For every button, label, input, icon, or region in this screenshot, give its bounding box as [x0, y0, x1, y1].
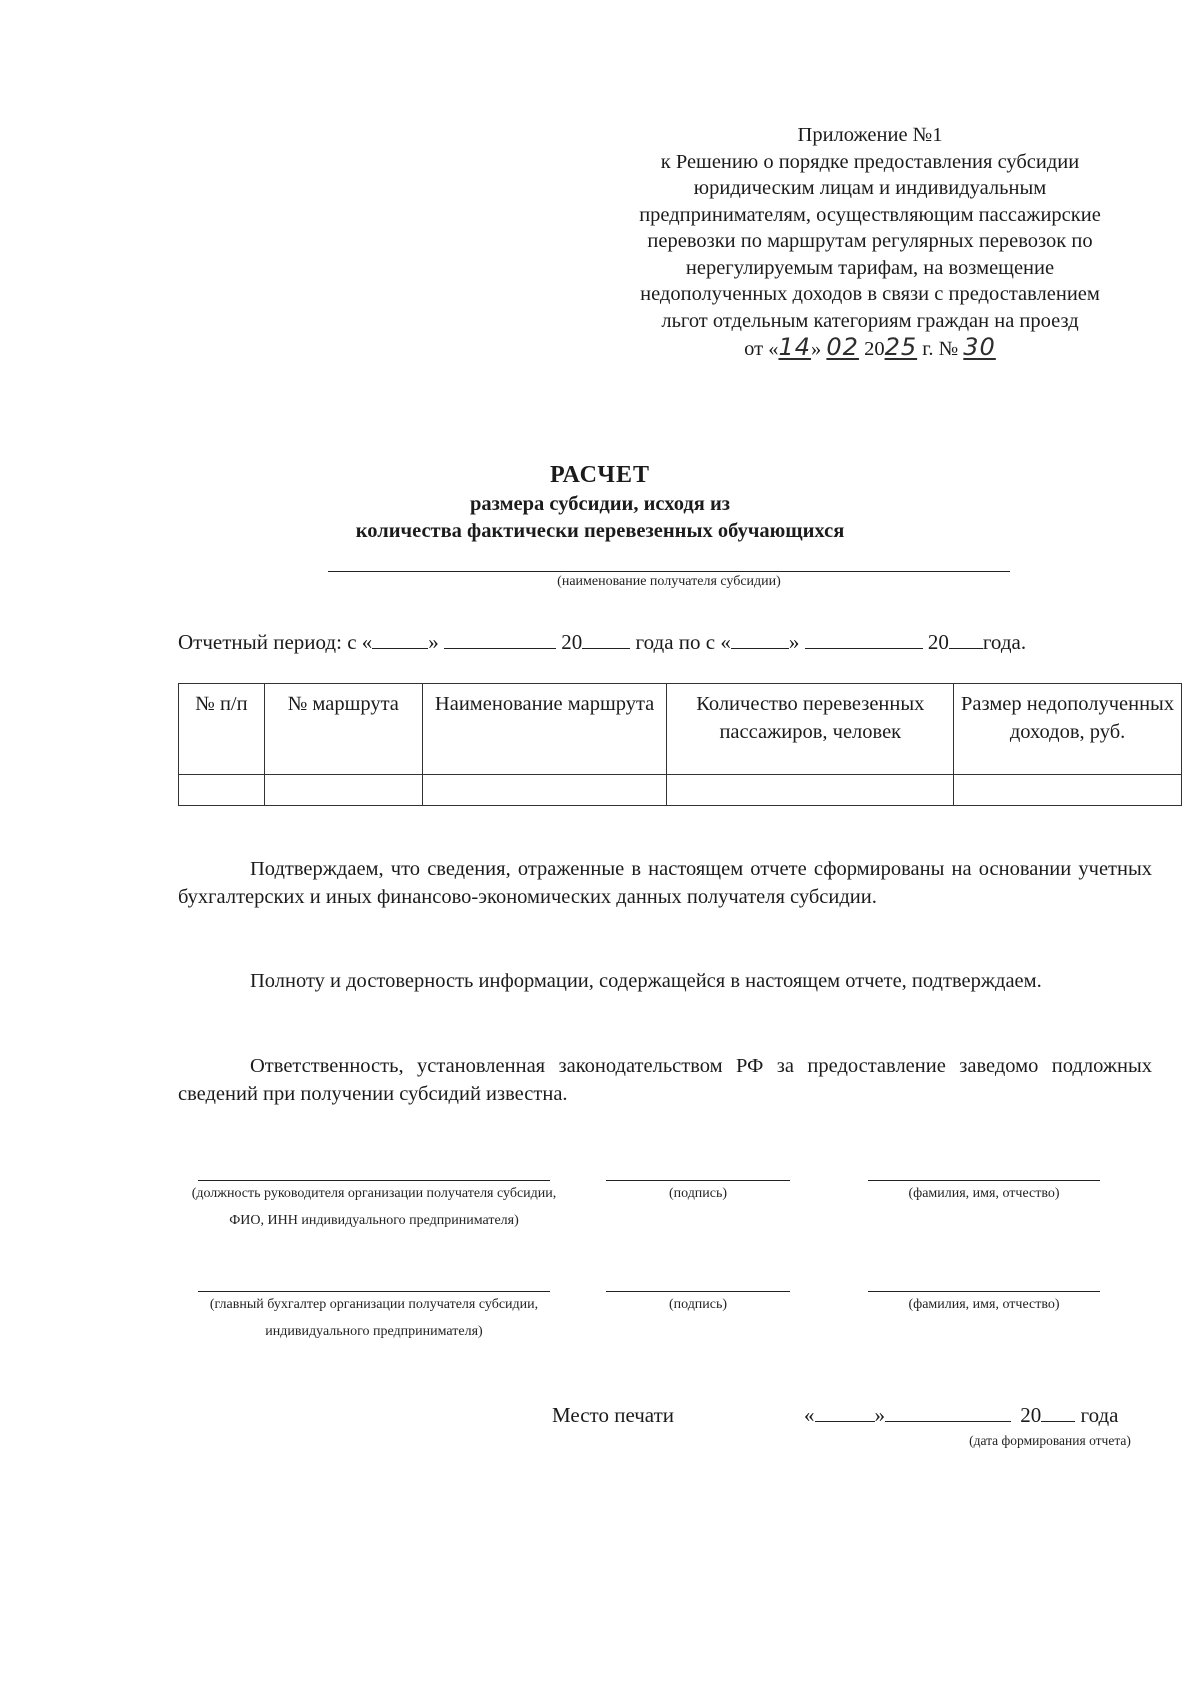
number-label: г. №	[922, 338, 959, 360]
report-day-blank[interactable]	[815, 1403, 875, 1422]
appendix-line: недополученных доходов в связи с предоставлением	[640, 283, 1100, 305]
header-route-number: № маршрута	[264, 684, 422, 775]
confirmation-paragraph: Подтверждаем, что сведения, отраженные в настоящем отчете сформированы на основании учетных бухгалтерских и иных финансово-экономических данных получателя субсидии.	[178, 858, 1152, 908]
table-cell[interactable]	[179, 775, 265, 806]
date-open-quote: «	[804, 1403, 815, 1427]
appendix-date-line	[600, 334, 1140, 363]
handwritten-day: 14	[778, 333, 812, 361]
report-year-word: года	[1080, 1403, 1119, 1427]
appendix-line: предпринимателям, осуществляющим пассажирские	[639, 203, 1101, 226]
responsibility-paragraph: Ответственность, установленная законодательством РФ за предоставление заведомо подложных сведений при получении субсидий известна.	[178, 1055, 1152, 1105]
accountant-signature-caption: (подпись)	[668, 1297, 728, 1312]
date-prefix: от «	[744, 338, 779, 360]
stamp-place-label: Место печати	[552, 1403, 675, 1427]
period-day-blank[interactable]	[372, 630, 428, 649]
handwritten-month: 02	[826, 333, 859, 361]
report-date-caption: (дата формирования отчета)	[969, 1433, 1131, 1448]
appendix-header	[600, 122, 1140, 363]
head-name-caption: (фамилия, имя, отчество)	[908, 1186, 1060, 1201]
period-month-blank[interactable]	[444, 630, 556, 649]
completeness-paragraph: Полноту и достоверность информации, содержащейся в настоящем отчете, подтверждаем.	[250, 970, 1042, 992]
appendix-line: льгот отдельным категориям граждан на проезд	[661, 309, 1079, 332]
period-close-quote: »	[428, 630, 439, 654]
period-century: 20	[561, 630, 583, 654]
header-row-number: № п/п	[179, 684, 265, 775]
table-row	[179, 775, 1182, 806]
head-position-caption: (должность руководителя организации получателя субсидии, ФИО, ИНН индивидуального предпринимателя)	[191, 1186, 557, 1228]
appendix-line: перевозки по маршрутам регулярных перевозок по	[647, 230, 1093, 252]
appendix-line: нерегулируемым тарифам, на возмещение	[685, 256, 1055, 279]
report-year-blank[interactable]	[1041, 1403, 1075, 1422]
table-cell[interactable]	[954, 775, 1182, 806]
document-subtitle-1: размера субсидии, исходя из	[469, 493, 731, 515]
recipient-name-line	[328, 571, 1010, 572]
period-century-2: 20	[927, 630, 949, 654]
period-year-blank-2[interactable]	[949, 630, 983, 649]
appendix-line: к Решению о порядке предоставления субсидии	[660, 150, 1080, 173]
handwritten-number: 30	[963, 333, 996, 361]
year-prefix: 20	[864, 338, 885, 360]
date-close-quote: »	[874, 1403, 885, 1427]
document-title: РАСЧЕТ	[549, 462, 651, 488]
table-cell[interactable]	[264, 775, 422, 806]
handwritten-year: 25	[884, 333, 918, 361]
accountant-position-caption: (главный бухгалтер организации получателя субсидии, индивидуального предпринимателя)	[209, 1297, 539, 1339]
table-cell[interactable]	[422, 775, 667, 806]
header-route-name: Наименование маршрута	[422, 684, 667, 775]
period-to-label: года по с «	[635, 630, 731, 654]
report-date-line	[804, 1403, 1119, 1428]
table-cell[interactable]	[667, 775, 954, 806]
head-signature-caption: (подпись)	[668, 1186, 728, 1201]
period-end: года.	[982, 630, 1027, 654]
reporting-period	[178, 630, 1026, 655]
document-subtitle-2: количества фактически перевезенных обучающихся	[355, 520, 845, 542]
recipient-caption: (наименование получателя субсидии)	[557, 574, 781, 589]
report-month-blank[interactable]	[885, 1403, 1011, 1422]
appendix-line: юридическим лицам и индивидуальным	[693, 177, 1047, 199]
period-day-blank-2[interactable]	[731, 630, 789, 649]
period-year-blank[interactable]	[582, 630, 630, 649]
routes-table	[178, 683, 1182, 806]
accountant-name-caption: (фамилия, имя, отчество)	[908, 1297, 1060, 1312]
report-century: 20	[1020, 1403, 1042, 1427]
period-close-quote-2: »	[788, 630, 800, 654]
date-mid: »	[811, 338, 822, 360]
period-month-blank-2[interactable]	[805, 630, 923, 649]
table-header-row	[179, 684, 1182, 775]
header-lost-income: Размер недополученных доходов, руб.	[954, 684, 1182, 775]
appendix-title: Приложение №1	[797, 124, 943, 146]
header-passenger-count: Количество перевезенных пассажиров, человек	[667, 684, 954, 775]
period-label: Отчетный период: с «	[178, 630, 373, 654]
